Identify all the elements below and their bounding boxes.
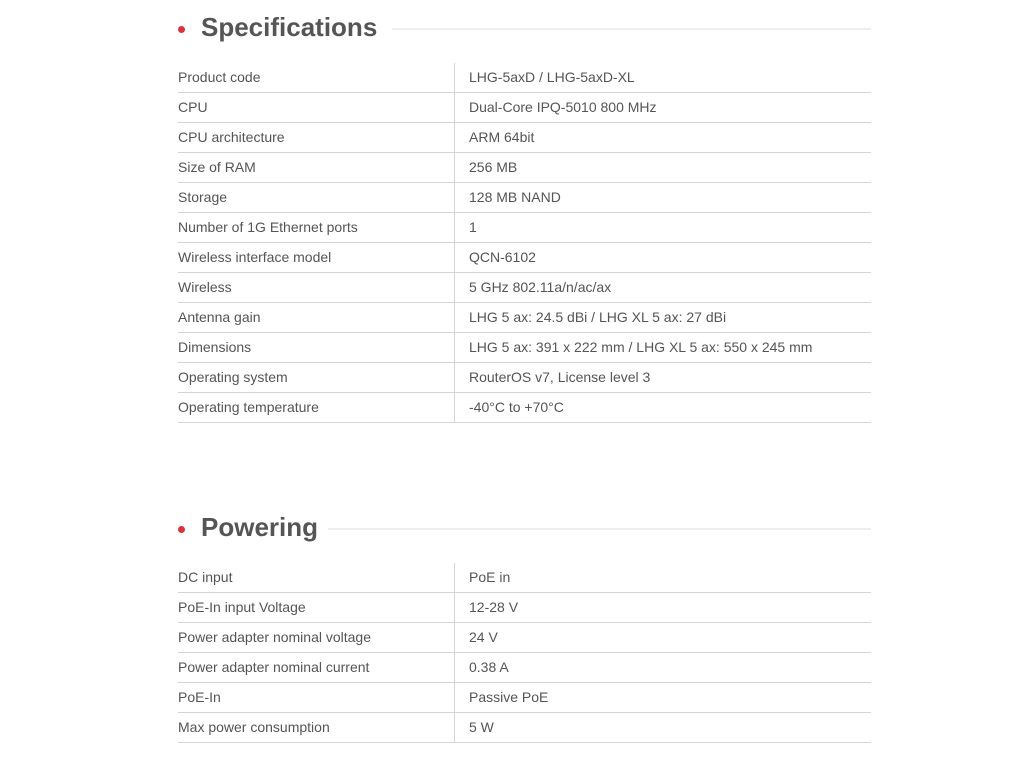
- spec-label: Operating temperature: [178, 393, 455, 423]
- table-row: [178, 303, 871, 333]
- spec-label: Power adapter nominal current: [178, 653, 455, 683]
- spec-value: PoE in: [455, 563, 872, 593]
- specifications-section: [178, 0, 871, 415]
- spec-label: Dimensions: [178, 333, 455, 363]
- bullet-dot-icon: [178, 26, 185, 33]
- spec-label: Power adapter nominal voltage: [178, 623, 455, 653]
- spec-value: -40°C to +70°C: [455, 393, 872, 423]
- powering-section: [178, 500, 871, 735]
- table-row: [178, 153, 871, 183]
- spec-label: Wireless: [178, 273, 455, 303]
- bullet-dot-icon: [178, 526, 185, 533]
- table-row: [178, 683, 871, 713]
- spec-value: 12-28 V: [455, 593, 872, 623]
- table-row: [178, 653, 871, 683]
- spec-value: 5 W: [455, 713, 872, 743]
- spec-label: Antenna gain: [178, 303, 455, 333]
- spec-value: LHG 5 ax: 391 x 222 mm / LHG XL 5 ax: 550 x 245 mm: [455, 333, 872, 363]
- spec-value: 256 MB: [455, 153, 872, 183]
- header-divider: [328, 528, 871, 530]
- spec-label: CPU architecture: [178, 123, 455, 153]
- specifications-header: [178, 0, 871, 42]
- spec-label: Size of RAM: [178, 153, 455, 183]
- spec-label: Wireless interface model: [178, 243, 455, 273]
- spec-label: Number of 1G Ethernet ports: [178, 213, 455, 243]
- table-row: [178, 183, 871, 213]
- spec-value: Dual-Core IPQ-5010 800 MHz: [455, 93, 872, 123]
- table-row: [178, 213, 871, 243]
- spec-label: Product code: [178, 63, 455, 93]
- spec-value: Passive PoE: [455, 683, 872, 713]
- spec-label: Operating system: [178, 363, 455, 393]
- powering-table: [178, 563, 871, 743]
- spec-value: ARM 64bit: [455, 123, 872, 153]
- spec-value: LHG-5axD / LHG-5axD-XL: [455, 63, 872, 93]
- spec-label: Storage: [178, 183, 455, 213]
- spec-label: Max power consumption: [178, 713, 455, 743]
- table-row: [178, 243, 871, 273]
- spec-label: PoE-In input Voltage: [178, 593, 455, 623]
- spec-value: 1: [455, 213, 872, 243]
- spec-value: RouterOS v7, License level 3: [455, 363, 872, 393]
- spec-value: 128 MB NAND: [455, 183, 872, 213]
- table-row: [178, 363, 871, 393]
- table-row: [178, 63, 871, 93]
- table-row: [178, 123, 871, 153]
- table-row: [178, 333, 871, 363]
- spec-value: 5 GHz 802.11a/n/ac/ax: [455, 273, 872, 303]
- spec-value: 24 V: [455, 623, 872, 653]
- spec-label: PoE-In: [178, 683, 455, 713]
- powering-header: [178, 500, 871, 542]
- header-divider: [392, 28, 871, 30]
- powering-title: Powering: [201, 512, 319, 542]
- spec-value: LHG 5 ax: 24.5 dBi / LHG XL 5 ax: 27 dBi: [455, 303, 872, 333]
- specifications-title: Specifications: [201, 12, 378, 42]
- table-row: [178, 563, 871, 593]
- table-row: [178, 273, 871, 303]
- spec-label: CPU: [178, 93, 455, 123]
- spec-value: 0.38 A: [455, 653, 872, 683]
- spec-label: DC input: [178, 563, 455, 593]
- table-row: [178, 393, 871, 423]
- table-row: [178, 593, 871, 623]
- spec-value: QCN-6102: [455, 243, 872, 273]
- table-row: [178, 93, 871, 123]
- table-row: [178, 713, 871, 743]
- specifications-table: [178, 63, 871, 423]
- table-row: [178, 623, 871, 653]
